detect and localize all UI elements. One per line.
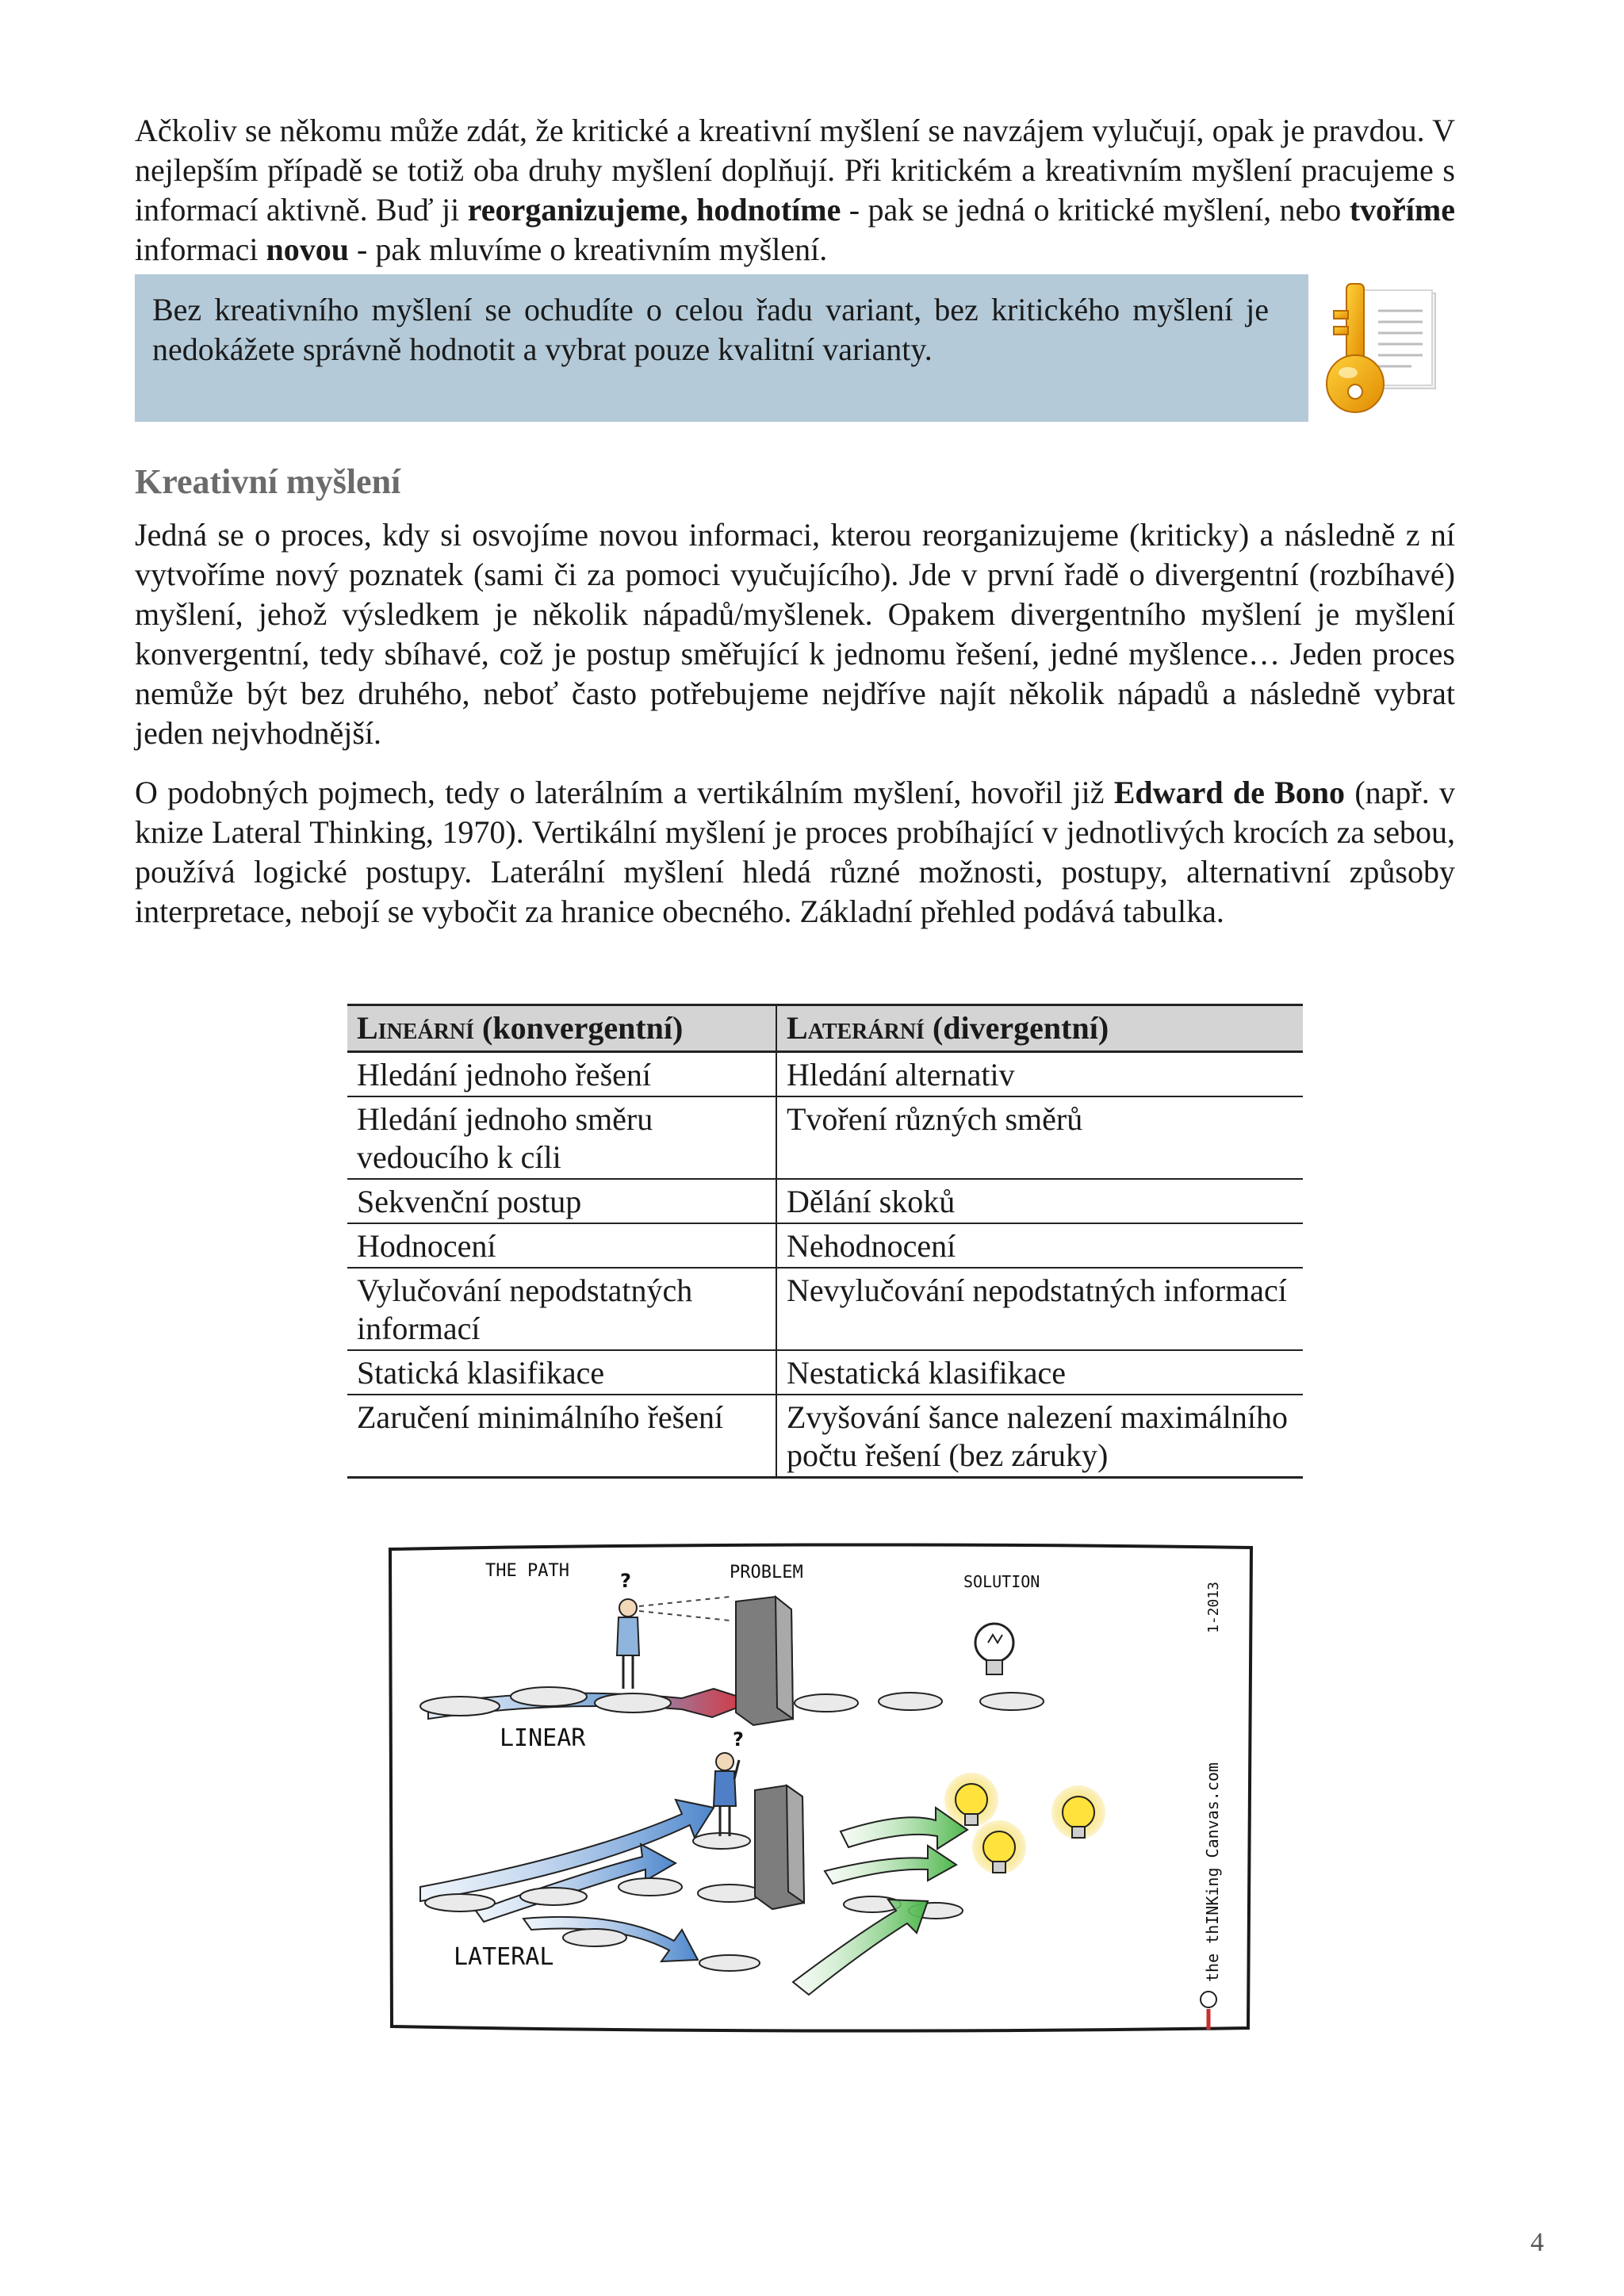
- table-cell: Tvoření různých směrů: [776, 1096, 1303, 1179]
- table-row: [347, 1395, 1303, 1478]
- lateral-question-mark: ?: [733, 1728, 744, 1751]
- table-row: [347, 1350, 1303, 1395]
- intro-text-4: - pak mluvíme o kreativním myšlení.: [349, 232, 828, 267]
- label-problem: PROBLEM: [730, 1563, 803, 1582]
- table-cell: Sekvenční postup: [347, 1179, 776, 1223]
- callout-text: Bez kreativního myšlení se ochudíte o celou řadu variant, bez kritického myšlení je nedokážete správně hodnotit a vybrat pouze kvalitní varianty.: [152, 292, 1269, 367]
- artist-date: 1-2013: [1205, 1581, 1222, 1633]
- label-linear: LINEAR: [500, 1724, 586, 1752]
- intro-text-3: informaci: [135, 232, 266, 267]
- section-heading: Kreativní myšlení: [135, 462, 401, 501]
- p2-text-c: (např. v knize Lateral Thinking, 1970). Vertikální myšlení je proces probíhající v jednotlivých krocích za sebou, používá logické postupy. Laterální myšlení hledá různé možnosti, postupy, alternativní způsoby interpretace, nebojí se vybočit za hranice obecného. Základní přehled podává tabulka.: [135, 775, 1455, 929]
- table-row: [347, 1179, 1303, 1223]
- table-cell: Hledání jednoho řešení: [347, 1052, 776, 1097]
- table-cell: Hledání jednoho směru vedoucího k cíli: [347, 1096, 776, 1179]
- comparison-table: [347, 1004, 1303, 1479]
- table-header-linear: Lineární (konvergentní): [347, 1005, 776, 1052]
- table-header-lateral: Laterární (divergentní): [776, 1005, 1303, 1052]
- table-cell: Dělání skoků: [776, 1179, 1303, 1223]
- table-row: [347, 1096, 1303, 1179]
- linear-lateral-illustration: [381, 1538, 1257, 2045]
- table-header-row: [347, 1005, 1303, 1052]
- intro-bold-create: tvoříme: [1349, 192, 1455, 228]
- intro-bold-new: novou: [266, 232, 349, 267]
- label-lateral: LATERAL: [454, 1943, 554, 1971]
- table-cell: Zvyšování šance nalezení maximálního počtu řešení (bez záruky): [776, 1395, 1303, 1478]
- table-cell: Nestatická klasifikace: [776, 1350, 1303, 1395]
- intro-paragraph: [135, 111, 1455, 270]
- table-cell: Nehodnocení: [776, 1223, 1303, 1268]
- section-paragraph-1: Jedná se o proces, kdy si osvojíme novou informaci, kterou reorganizujeme (kriticky) a následně z ní vytvoříme nový poznatek (sami či za pomoci vyučujícího). Jde v první řadě o divergentní (rozbíhavé) myšlení, jehož výsledkem je několik nápadů/myšlenek. Opakem divergentního myšlení je myšlení konvergentní, tedy sbíhavé, což je postup směřující k jednomu řešení, jedné myšlence… Jeden proces nemůže být bez druhého, neboť často potřebujeme nejdříve najít několik nápadů a následně vybrat jeden nejvhodnější.: [135, 517, 1455, 751]
- label-solution: SOLUTION: [963, 1572, 1040, 1591]
- table-cell: Vylučování nepodstatných informací: [347, 1268, 776, 1350]
- table-cell: Statická klasifikace: [347, 1350, 776, 1395]
- table-row: [347, 1052, 1303, 1097]
- page-number: 4: [1530, 2228, 1544, 2257]
- intro-text-2: - pak se jedná o kritické myšlení, nebo: [841, 192, 1350, 228]
- table-cell: Zaručení minimálního řešení: [347, 1395, 776, 1478]
- table-cell: Nevylučování nepodstatných informací: [776, 1268, 1303, 1350]
- label-the-path: THE PATH: [485, 1561, 569, 1581]
- linear-question-mark: ?: [620, 1570, 631, 1592]
- table-cell: Hodnocení: [347, 1223, 776, 1268]
- intro-text-1: Ačkoliv se někomu může zdát, že kritické a kreativní myšlení se navzájem vylučují, opak je pravdou. V nejlepším případě se totiž oba druhy myšlení doplňují. Při kritickém a kreativním myšlení pracujeme s informací aktivně. Buď ji: [135, 113, 1455, 228]
- artist-signature: the thINKing Canvas.com: [1203, 1762, 1222, 1982]
- table-row: [347, 1223, 1303, 1268]
- table-cell: Hledání alternativ: [776, 1052, 1303, 1097]
- table-row: [347, 1268, 1303, 1350]
- intro-bold-reorganize: reorganizujeme, hodnotíme: [467, 192, 841, 228]
- key-document-icon: [1316, 279, 1443, 422]
- section-paragraph-2: [135, 773, 1455, 932]
- p2-text-a: O podobných pojmech, tedy o laterálním a vertikálním myšlení, hovořil již: [135, 775, 1114, 810]
- key-callout-box: [135, 274, 1308, 422]
- p2-bold-edward-de-bono: Edward de Bono: [1113, 775, 1346, 810]
